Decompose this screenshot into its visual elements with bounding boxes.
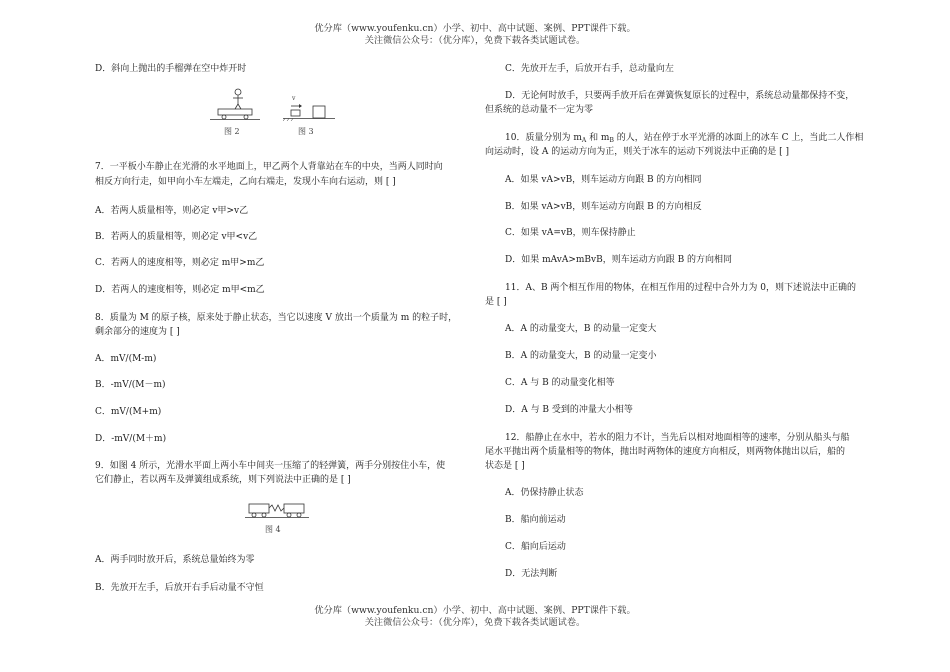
- q12-option-c: C．船向后运动: [505, 542, 566, 552]
- q10-option-a: A．如果 vA>vB，则车运动方向跟 B 的方向相同: [505, 175, 702, 185]
- q11-option-d: D．A 与 B 受到的冲量大小相等: [505, 405, 633, 415]
- q6-option-d: D．斜向上抛出的手榴弹在空中炸开时: [95, 64, 247, 74]
- figure-4-caption: 图 4: [265, 525, 281, 534]
- q10-option-b: B．如果 vA>vB，则车运动方向跟 B 的方向相反: [505, 202, 702, 212]
- page-footer: [0, 605, 950, 628]
- q11-option-a: A．A 的动量变大，B 的动量一定变大: [505, 324, 657, 334]
- q10-option-c: C．如果 vA=vB，则车保持静止: [505, 228, 636, 238]
- q9-option-a: A．两手同时放开后，系统总量始终为零: [95, 555, 255, 565]
- figure-3-caption: 图 3: [298, 127, 314, 136]
- q12-stem-line-3: 状态是 [ ]: [485, 461, 525, 471]
- q9-stem-line-1: 9．如图 4 所示，光滑水平面上两小车中间夹一压缩了的轻弹簧，两手分别按住小车，使: [95, 461, 446, 471]
- q11-option-b: B．A 的动量变大，B 的动量一定变小: [505, 351, 657, 361]
- q9-option-d-line-1: D．无论何时放手，只要两手放开后在弹簧恢复原长的过程中，系统总动量都保持不变，: [505, 91, 855, 101]
- q10-stem-part-1: 10．质量分别为 m: [505, 133, 582, 143]
- q10-sub-b: B: [609, 137, 614, 144]
- q12-stem-line-1: 12．船静止在水中，若水的阻力不计，当先后以相对地面相等的速率，分别从船头与船: [505, 433, 850, 443]
- q7-stem-line-1: 7．一平板小车静止在光滑的水平地面上，甲乙两个人背靠站在车的中央，当两人同时向: [95, 162, 443, 172]
- figure-2-cart-with-person: [210, 86, 260, 124]
- header-line-2: 关注微信公众号：（优分库），免费下载各类试题试卷。: [364, 34, 586, 46]
- footer-line-1: 优分库（www.youfenku.cn）小学、初中、高中试题、案例、PPT课件下载。: [314, 605, 636, 616]
- q12-option-b: B．船向前运动: [505, 515, 566, 525]
- q10-stem-line-1: [505, 131, 863, 145]
- q10-option-d: D．如果 mAvA>mBvB，则车运动方向跟 B 的方向相同: [505, 255, 733, 265]
- q10-stem-line-2: 向运动时，设 A 的运动方向为正，则关于冰车的运动下列说法中正确的是 [ ]: [485, 147, 789, 157]
- q8-stem-line-2: 剩余部分的速度为 [ ]: [95, 327, 180, 337]
- q9-option-d-line-2: 但系统的总动量不一定为零: [485, 105, 594, 115]
- q10-sub-a: A: [581, 137, 587, 144]
- q8-option-c: C．mV/(M+m): [95, 407, 162, 417]
- q10-stem-part-3: 的人，站在停于水平光滑的冰面上的冰车 C 上，当此二人作相: [613, 133, 864, 143]
- q10-stem-part-2: 和 m: [586, 133, 610, 143]
- figure-3-blocks: [283, 98, 335, 124]
- figure-2-caption: 图 2: [224, 127, 240, 136]
- q8-option-b: B．-mV/(M－m): [95, 380, 166, 390]
- q9-stem-line-2: 它们静止，若以两车及弹簧组成系统，则下列说法中正确的是 [ ]: [95, 475, 351, 485]
- page-header: [0, 23, 950, 46]
- q12-stem-line-2: 尾水平抛出两个质量相等的物体，抛出时两物体的速度方向相反，则两物体抛出以后，船的: [485, 447, 846, 457]
- q11-stem-line-1: 11．A、B 两个相互作用的物体，在相互作用的过程中合外力为 0，则下述说法中正确的: [505, 283, 857, 293]
- q12-option-a: A．仍保持静止状态: [505, 488, 584, 498]
- q9-option-c: C．先放开左手，后放开右手，总动量向左: [505, 64, 674, 74]
- q8-stem-line-1: 8．质量为 M 的原子核，原来处于静止状态，当它以速度 V 放出一个质量为 m 的粒子时，: [95, 313, 458, 323]
- figure-4-carts-spring: [245, 500, 309, 522]
- footer-line-2: 关注微信公众号：（优分库），免费下载各类试题试卷。: [364, 616, 586, 628]
- q8-option-d: D．-mV/(M＋m): [95, 434, 167, 444]
- q12-option-d: D．无法判断: [505, 569, 558, 579]
- header-line-1: 优分库（www.youfenku.cn）小学、初中、高中试题、案例、PPT课件下载。: [314, 23, 636, 34]
- figure-3-velocity-label: v: [292, 95, 296, 102]
- q8-option-a: A．mV/(M-m): [95, 354, 157, 364]
- q7-stem-line-2: 相反方向行走，如甲向小车左端走，乙向右端走，发现小车向右运动，则 [ ]: [95, 177, 396, 187]
- q7-option-d: D．若两人的速度相等，则必定 m甲<m乙: [95, 285, 265, 295]
- q7-option-a: A．若两人质量相等，则必定 v甲>v乙: [95, 206, 249, 216]
- q9-option-b: B．先放开左手，后放开右手后动量不守恒: [95, 583, 264, 593]
- q11-stem-line-2: 是 [ ]: [485, 297, 507, 307]
- q7-option-c: C．若两人的速度相等，则必定 m甲>m乙: [95, 258, 265, 268]
- q7-option-b: B．若两人的质量相等，则必定 v甲<v乙: [95, 232, 258, 242]
- q11-option-c: C．A 与 B 的动量变化相等: [505, 378, 615, 388]
